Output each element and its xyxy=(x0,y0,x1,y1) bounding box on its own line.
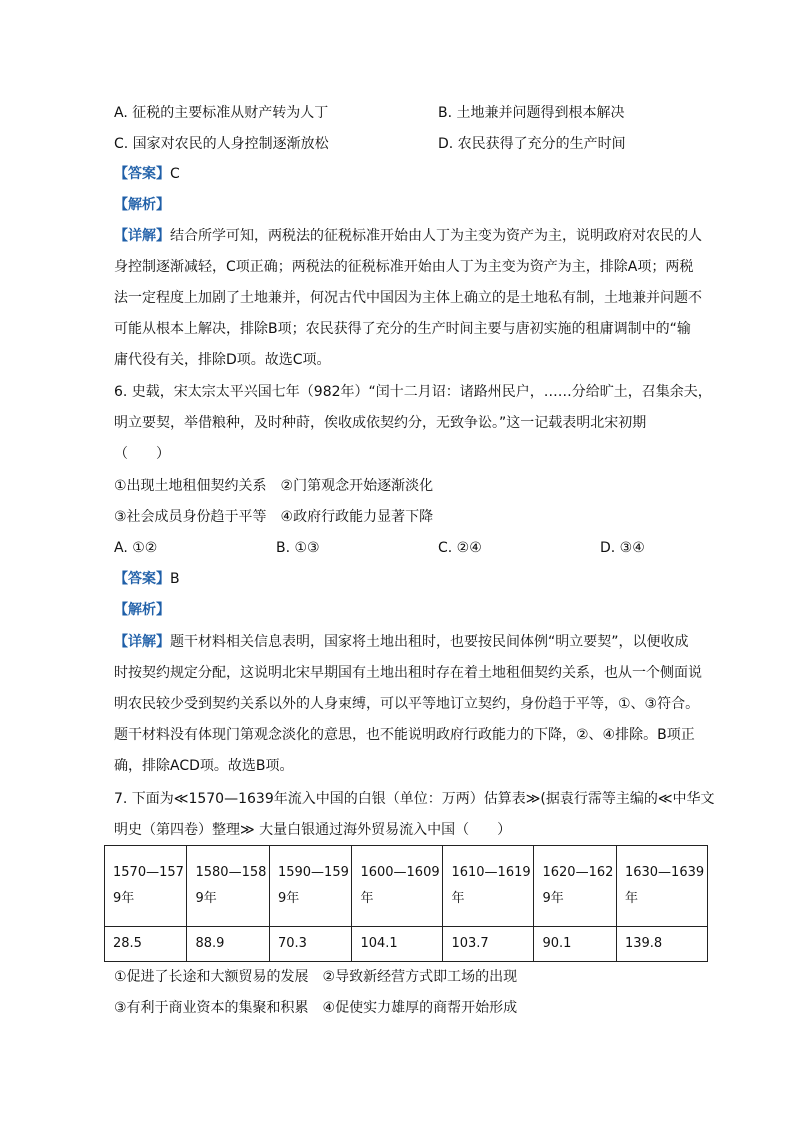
detail-text: 题干材料相关信息表明，国家将土地出租时，也要按民间体例“明立要契”，以便收成 xyxy=(170,634,689,650)
q6-option-b: B. ①③ xyxy=(276,540,320,556)
table-row xyxy=(105,927,708,962)
q5-option-b: B. 土地兼并问题得到根本解决 xyxy=(438,105,625,121)
table-value-cell: 70.3 xyxy=(269,927,351,962)
answer-tag: 【答案】 xyxy=(114,571,170,587)
q6-statements-line-2: ③社会成员身份趋于平等 ④政府行政能力显著下降 xyxy=(114,509,434,525)
table-header-row xyxy=(105,846,708,927)
q5-detail-line-2: 身控制逐渐减轻，C项正确；两税法的征税标准开始由人丁为主变为资产为主，排除A项；两税 xyxy=(114,259,694,275)
silver-inflow-table xyxy=(104,845,708,962)
q6-detail-line-3: 明农民较少受到契约关系以外的人身束缚，可以平等地订立契约，身份趋于平等，①、③符合。 xyxy=(114,696,700,712)
q7-stem-line-2: 明史（第四卷）整理≫ 大量白银通过海外贸易流入中国（ ） xyxy=(114,822,512,838)
q7-statements-line-2: ③有利于商业资本的集聚和积累 ④促使实力雄厚的商帮开始形成 xyxy=(114,1000,518,1016)
detail-text: 结合所学可知，两税法的征税标准开始由人丁为主变为资产为主，说明政府对农民的人 xyxy=(170,228,702,244)
q6-option-a: A. ①② xyxy=(114,540,158,556)
table-value-cell: 104.1 xyxy=(352,927,443,962)
q5-answer xyxy=(114,164,180,184)
q6-detail-line-2: 时按契约规定分配，这说明北宋早期国有土地出租时存在着土地租佃契约关系，也从一个侧面说 xyxy=(114,665,702,681)
q5-detail-line-3: 法一定程度上加剧了土地兼并，何况古代中国因为主体上确立的是土地私有制，土地兼并问题不 xyxy=(114,290,702,306)
table-header-cell: 1620—162 9年 xyxy=(534,846,616,927)
q6-detail-line-5: 确，排除ACD项。故选B项。 xyxy=(114,758,294,774)
q6-statements-line-1: ①出现土地租佃契约关系 ②门第观念开始逐渐淡化 xyxy=(114,478,434,494)
q6-option-d: D. ③④ xyxy=(600,540,645,556)
table-header-cell: 1600—1609 年 xyxy=(352,846,443,927)
q6-detail-line-4: 题干材料没有体现门第观念淡化的意思，也不能说明政府行政能力的下降，②、④排除。B项正 xyxy=(114,727,695,743)
q5-option-d: D. 农民获得了充分的生产时间 xyxy=(438,136,626,152)
q5-detail-line-4: 可能从根本上解决，排除B项；农民获得了充分的生产时间主要与唐初实施的租庸调制中的“输 xyxy=(114,321,691,337)
q5-detail-line-1 xyxy=(114,226,702,246)
q5-detail-line-5: 庸代役有关，排除D项。故选C项。 xyxy=(114,352,331,368)
answer-value: C xyxy=(170,166,180,182)
q6-stem-line-2: 明立要契，举借粮种，及时种莳，俟收成依契约分，无致争讼。”这一记载表明北宋初期 xyxy=(114,415,647,431)
q6-stem-line-3: （ ） xyxy=(114,446,170,462)
table-header-cell: 1630—1639 年 xyxy=(616,846,707,927)
answer-value: B xyxy=(170,571,180,587)
answer-tag: 【答案】 xyxy=(114,166,170,182)
table-header-cell: 1570—157 9年 xyxy=(105,846,187,927)
q5-option-a: A. 征税的主要标准从财产转为人丁 xyxy=(114,105,329,121)
detail-tag: 【详解】 xyxy=(114,228,170,244)
table-header-cell: 1580—158 9年 xyxy=(187,846,269,927)
table-value-cell: 28.5 xyxy=(105,927,187,962)
q5-option-c: C. 国家对农民的人身控制逐渐放松 xyxy=(114,136,329,152)
q6-detail-line-1 xyxy=(114,632,689,652)
table-header-cell: 1610—1619 年 xyxy=(443,846,534,927)
q6-answer xyxy=(114,569,180,589)
q5-analysis-tag: 【解析】 xyxy=(114,197,170,213)
table-value-cell: 139.8 xyxy=(616,927,707,962)
table-header-cell: 1590—159 9年 xyxy=(269,846,351,927)
q6-option-c: C. ②④ xyxy=(438,540,482,556)
q6-stem-line-1: 6. 史载，宋太宗太平兴国七年（982年）“闰十二月诏：诸路州民户，……分给旷土，召集余夫， xyxy=(114,384,712,400)
table-value-cell: 103.7 xyxy=(443,927,534,962)
q6-analysis-tag: 【解析】 xyxy=(114,602,170,618)
q7-stem-line-1: 7. 下面为≪1570—1639年流入中国的白银（单位：万两）估算表≫(据袁行霈等主编的≪中华文 xyxy=(114,791,715,807)
table-value-cell: 88.9 xyxy=(187,927,269,962)
q7-statements-line-1: ①促进了长途和大额贸易的发展 ②导致新经营方式即工场的出现 xyxy=(114,969,518,985)
table-value-cell: 90.1 xyxy=(534,927,616,962)
detail-tag: 【详解】 xyxy=(114,634,170,650)
